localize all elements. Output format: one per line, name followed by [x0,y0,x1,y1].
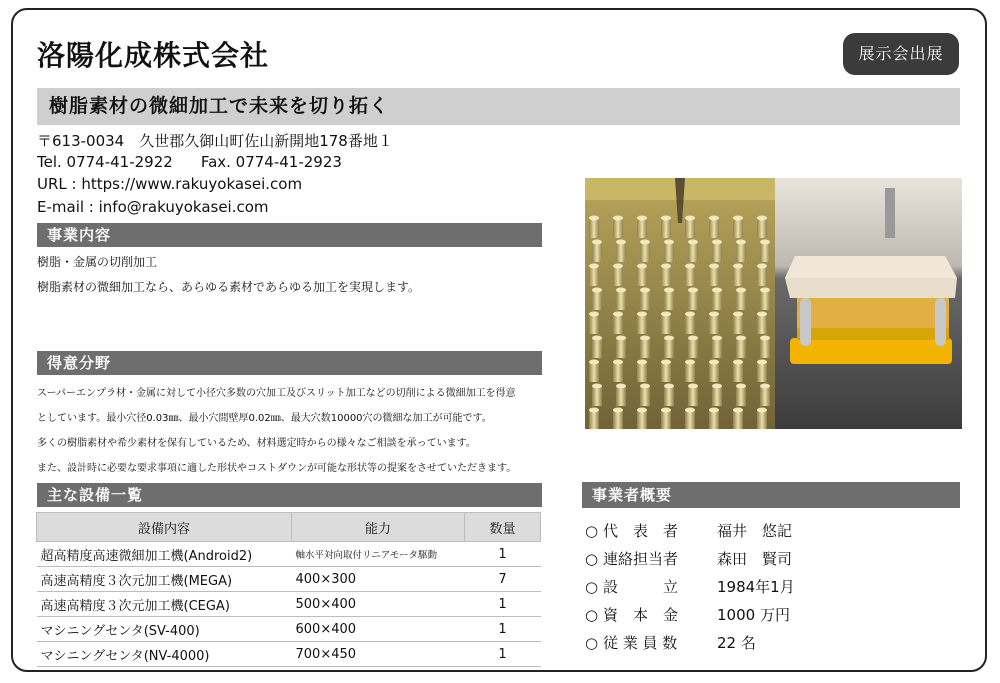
pin-top-shape [712,384,722,389]
pin-top-shape [736,384,746,389]
specialty-line-2: としています。最小穴径0.03㎜、最小穴間壁厚0.02㎜、最大穴数10000穴の微細な加工が可能です。 [37,413,492,424]
pin-shape [757,410,767,429]
pin-shape [688,290,698,310]
pin-shape [757,218,767,238]
pin-shape [685,410,695,429]
pin-shape [688,242,698,262]
pin-top-shape [613,408,623,413]
pin-top-shape [760,384,770,389]
pin-top-shape [616,384,626,389]
capacity-cell: 400×300 [292,567,465,592]
overview-value: 22 名 [717,634,756,652]
pin-top-shape [733,360,743,365]
product-photo [585,178,962,429]
pin-shape [616,242,626,262]
overview-value: 森田 賢司 [717,550,793,568]
overview-label: 資 本 金 [603,606,679,624]
pin-top-shape [640,384,650,389]
pin-top-shape [664,240,674,245]
pin-top-shape [709,216,719,221]
pin-shape [712,338,722,358]
pin-top-shape [760,336,770,341]
pin-top-shape [736,240,746,245]
pin-top-shape [733,264,743,269]
specialty-line-4: また、設計時に必要な要求事項に適した形状やコストダウンが可能な形状等の提案をさせていただきます。 [37,463,517,474]
overview-label: 設 立 [603,578,679,596]
pin-shape [733,410,743,429]
pin-shape [685,218,695,238]
pin-top-shape [760,240,770,245]
overview-row-contact [585,548,792,569]
pin-top-shape [589,264,599,269]
pin-shape [613,410,623,429]
pin-top-shape [757,216,767,221]
pin-shape [760,242,770,262]
pin-top-shape [712,288,722,293]
pin-shape [613,218,623,238]
quantity-cell: 1 [465,542,541,567]
quantity-cell: 1 [465,617,541,642]
overview-row-representative [585,520,792,541]
circle-bullet: ○ [585,606,599,624]
company-name: 洛陽化成株式会社 [37,39,270,72]
pin-top-shape [589,216,599,221]
circle-bullet: ○ [585,522,599,540]
table-row [37,592,541,617]
overview-label: 従 業 員 数 [603,634,678,652]
pin-top-shape [757,264,767,269]
pin-shape [637,410,647,429]
overview-value: 福井 悠記 [717,522,793,540]
pin-shape [760,290,770,310]
pin-top-shape [664,384,674,389]
pin-top-shape [733,216,743,221]
capacity-cell: 軸水平対向取付リニアモータ駆動 [292,542,465,567]
pin-shape [640,290,650,310]
pin-shape [712,242,722,262]
pin-top-shape [661,312,671,317]
pin-top-shape [637,216,647,221]
pin-shape [661,266,671,286]
overview-heading: 事業者概要 [582,482,960,508]
pin-top-shape [589,360,599,365]
pin-top-shape [640,240,650,245]
pin-top-shape [637,408,647,413]
specialty-heading: 得意分野 [37,351,542,375]
pin-shape [637,218,647,238]
pin-top-shape [661,264,671,269]
capacity-cell: 700×450 [292,642,465,667]
pin-shape [736,386,746,406]
pin-shape [709,362,719,382]
pin-shape [733,362,743,382]
pin-top-shape [760,288,770,293]
pin-shape [709,218,719,238]
pin-top-shape [589,408,599,413]
table-row [37,542,541,567]
pin-shape [661,314,671,334]
pin-top-shape [640,336,650,341]
overview-label: 連絡担当者 [603,550,679,568]
website-url[interactable]: URL : https://www.rakuyokasei.com [37,175,303,193]
pin-top-shape [709,360,719,365]
table-row [37,642,541,667]
specialty-line-3: 多くの樹脂素材や希少素材を保有しているため、材料選定時からの様々なご相談を承っています。 [37,438,476,449]
pin-top-shape [613,264,623,269]
pin-top-shape [613,312,623,317]
pin-shape [760,338,770,358]
pin-shape [661,218,671,238]
tel-number: Tel. 0774-41-2922 [37,153,173,171]
pin-shape [589,218,599,238]
exhibition-badge[interactable]: 展示会出展 [843,33,959,75]
pin-top-shape [661,408,671,413]
pin-top-shape [616,336,626,341]
pin-top-shape [616,288,626,293]
pin-top-shape [637,312,647,317]
pin-top-shape [688,288,698,293]
circle-bullet: ○ [585,634,599,652]
business-heading: 事業内容 [37,223,542,247]
pin-top-shape [592,288,602,293]
phone-fax-line [37,153,342,171]
pin-top-shape [613,216,623,221]
table-row [37,567,541,592]
pin-top-shape [709,408,719,413]
pin-top-shape [685,312,695,317]
pin-shape [733,314,743,334]
pin-top-shape [733,312,743,317]
quantity-cell: 1 [465,642,541,667]
pin-top-shape [616,240,626,245]
pin-shape [637,362,647,382]
pin-top-shape [661,216,671,221]
pin-shape [664,338,674,358]
capacity-cell: 600×400 [292,617,465,642]
quantity-cell: 7 [465,567,541,592]
circle-bullet: ○ [585,578,599,596]
pin-shape [757,266,767,286]
pin-shape [616,338,626,358]
pin-shape [592,338,602,358]
pin-top-shape [757,312,767,317]
pin-shape [637,314,647,334]
pin-top-shape [640,288,650,293]
pin-top-shape [592,384,602,389]
pin-shape [709,266,719,286]
col-header-capacity: 能力 [292,513,465,542]
pin-shape [664,386,674,406]
equipment-cell: マシニングセンタ(SV-400) [37,617,292,642]
col-header-equipment: 設備内容 [37,513,292,542]
overview-row-founded [585,576,795,597]
pin-shape [733,266,743,286]
business-line-2: 樹脂素材の微細加工なら、あらゆる素材であらゆる加工を実現します。 [37,280,421,294]
pin-shape [592,386,602,406]
pin-shape [712,386,722,406]
pin-shape [613,314,623,334]
pin-top-shape [709,312,719,317]
pin-shape [616,386,626,406]
pin-shape [640,242,650,262]
pin-shape [664,242,674,262]
pin-top-shape [685,264,695,269]
overview-value: 1000 万円 [717,606,790,624]
pin-shape [592,290,602,310]
equipment-cell: マシニングセンタ(NV-4000) [37,642,292,667]
pin-shape [592,242,602,262]
pin-top-shape [589,312,599,317]
pin-top-shape [709,264,719,269]
pin-shape [661,410,671,429]
col-header-quantity: 数量 [465,513,541,542]
pin-top-shape [736,288,746,293]
pin-top-shape [664,336,674,341]
pin-shape [664,290,674,310]
pin-top-shape [613,360,623,365]
equipment-heading: 主な設備一覧 [37,483,542,507]
fax-number: Fax. 0774-41-2923 [200,153,342,171]
pin-shape [661,362,671,382]
overview-value: 1984年1月 [717,578,795,596]
pin-shape [613,362,623,382]
pin-top-shape [712,336,722,341]
pin-top-shape [664,288,674,293]
pin-top-shape [688,336,698,341]
table-header-row [37,513,541,542]
pin-top-shape [592,336,602,341]
pin-shape [688,338,698,358]
pin-shape [757,314,767,334]
pin-top-shape [685,408,695,413]
pin-shape [589,362,599,382]
specialty-line-1: スーパーエンプラ材・金属に対して小径穴多数の穴加工及びスリット加工などの切削による微細加工を得意 [37,388,516,399]
pin-shape [736,242,746,262]
address: 〒613-0034 久世郡久御山町佐山新開地178番地１ [37,132,393,150]
pin-shape [685,314,695,334]
business-line-1: 樹脂・金属の切削加工 [37,255,158,269]
pin-top-shape [637,264,647,269]
pin-top-shape [592,240,602,245]
equipment-cell: 高速高精度３次元加工機(MEGA) [37,567,292,592]
pin-top-shape [712,240,722,245]
overview-row-employees [585,632,756,653]
pin-shape [736,290,746,310]
pin-shape [757,362,767,382]
pin-shape [709,314,719,334]
pin-shape [613,266,623,286]
quantity-cell: 1 [465,592,541,617]
pin-top-shape [685,216,695,221]
pin-shape [709,410,719,429]
pin-shape [616,290,626,310]
pin-shape [736,338,746,358]
pin-top-shape [757,408,767,413]
overview-row-capital [585,604,790,625]
pin-top-shape [736,336,746,341]
pin-shape [685,362,695,382]
overview-label: 代 表 者 [603,522,679,540]
pin-shape [733,218,743,238]
circle-bullet: ○ [585,550,599,568]
table-row [37,617,541,642]
product-photo-image [585,178,962,429]
equipment-cell: 高速高精度３次元加工機(CEGA) [37,592,292,617]
pin-shape [637,266,647,286]
pin-shape [685,266,695,286]
pin-top-shape [661,360,671,365]
pin-shape [712,290,722,310]
capacity-cell: 500×400 [292,592,465,617]
pin-shape [589,266,599,286]
pin-shape [760,386,770,406]
pin-top-shape [688,384,698,389]
pin-shape [589,410,599,429]
pin-top-shape [685,360,695,365]
pin-top-shape [733,408,743,413]
slogan-banner: 樹脂素材の微細加工で未来を切り拓く [37,88,960,125]
pin-shape [688,386,698,406]
pin-top-shape [637,360,647,365]
equipment-cell: 超高精度高速微細加工機(Android2) [37,542,292,567]
pin-shape [589,314,599,334]
email-address[interactable]: E-mail : info@rakuyokasei.com [37,198,269,216]
pin-top-shape [688,240,698,245]
pin-shape [640,386,650,406]
pin-shape [640,338,650,358]
pin-top-shape [757,360,767,365]
equipment-table [36,512,541,667]
